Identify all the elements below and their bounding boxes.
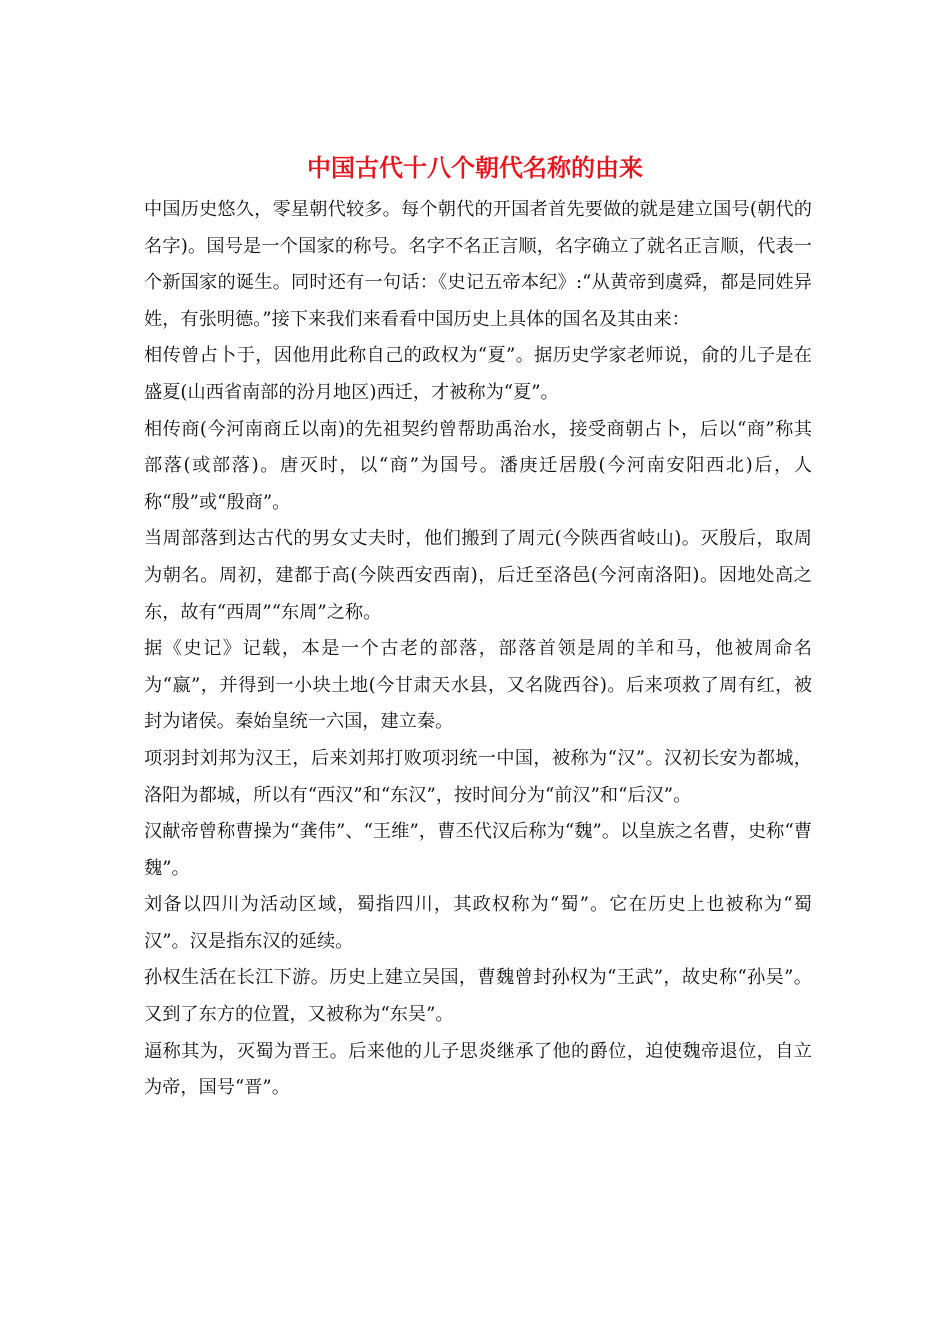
paragraph-wu: 孙权生活在长江下游。历史上建立吴国，曹魏曾封孙权为“王武”，故史称“孙吴”。又到了东方的位置，又被称为“东吴”。 <box>144 967 812 1026</box>
paragraph-intro: 中国历史悠久，零星朝代较多。每个朝代的开国者首先要做的就是建立国号(朝代的名字)。国号是一个国家的称号。名字不名正言顺，名字确立了就名正言顺，代表一个新国家的诞生。同时还有一句话：《史记五帝本纪》:“从黄帝到虞舜，都是同姓异姓，有张明德。”接下来我们来看看中国历史上具体的国名及其由来： <box>144 199 812 330</box>
paragraph-zhou: 当周部落到达古代的男女丈夫时，他们搬到了周元(今陕西省岐山)。灭殷后，取周为朝名。周初，建都于高(今陕西安西南)，后迁至洛邑(今河南洛阳)。因地处高之东，故有“西周”“东周”之称。 <box>144 528 812 623</box>
paragraph-wei: 汉献帝曾称曹操为“龚伟”、“王维”，曹丕代汉后称为“魏”。以皇族之名曹，史称“曹魏”。 <box>144 821 812 879</box>
paragraph-xia: 相传曾占卜于，因他用此称自己的政权为“夏”。据历史学家老师说，俞的儿子是在盛夏(山西省南部的汾月地区)西迁，才被称为“夏”。 <box>144 345 812 403</box>
paragraph-qin: 据《史记》记载，本是一个古老的部落，部落首领是周的羊和马，他被周命名为“嬴”，并得到一小块土地(今甘肃天水县，又名陇西谷)。后来项救了周有红，被封为诸侯。秦始皇统一六国，建立秦。 <box>144 638 812 733</box>
paragraph-jin: 逼称其为，灭蜀为晋王。后来他的儿子思炎继承了他的爵位，迫使魏帝退位，自立为帝，国号“晋”。 <box>144 1040 812 1099</box>
paragraph-han: 项羽封刘邦为汉王，后来刘邦打败项羽统一中国，被称为“汉”。汉初长安为都城，洛阳为都城，所以有“西汉”和“东汉”，按时间分为“前汉”和“后汉”。 <box>144 747 812 806</box>
document-title: 中国古代十八个朝代名称的由来 <box>307 153 643 182</box>
document-body <box>144 192 812 1107</box>
paragraph-shu: 刘备以四川为活动区域，蜀指四川，其政权称为“蜀”。它在历史上也被称为“蜀汉”。汉是指东汉的延续。 <box>144 894 812 952</box>
paragraph-shang: 相传商(今河南商丘以南)的先祖契约曾帮助禹治水，接受商朝占卜，后以“商”称其部落(或部落)。唐灭时，以“商”为国号。潘庚迁居殷(今河南安阳西北)后，人称“殷”或“殷商”。 <box>144 418 812 513</box>
